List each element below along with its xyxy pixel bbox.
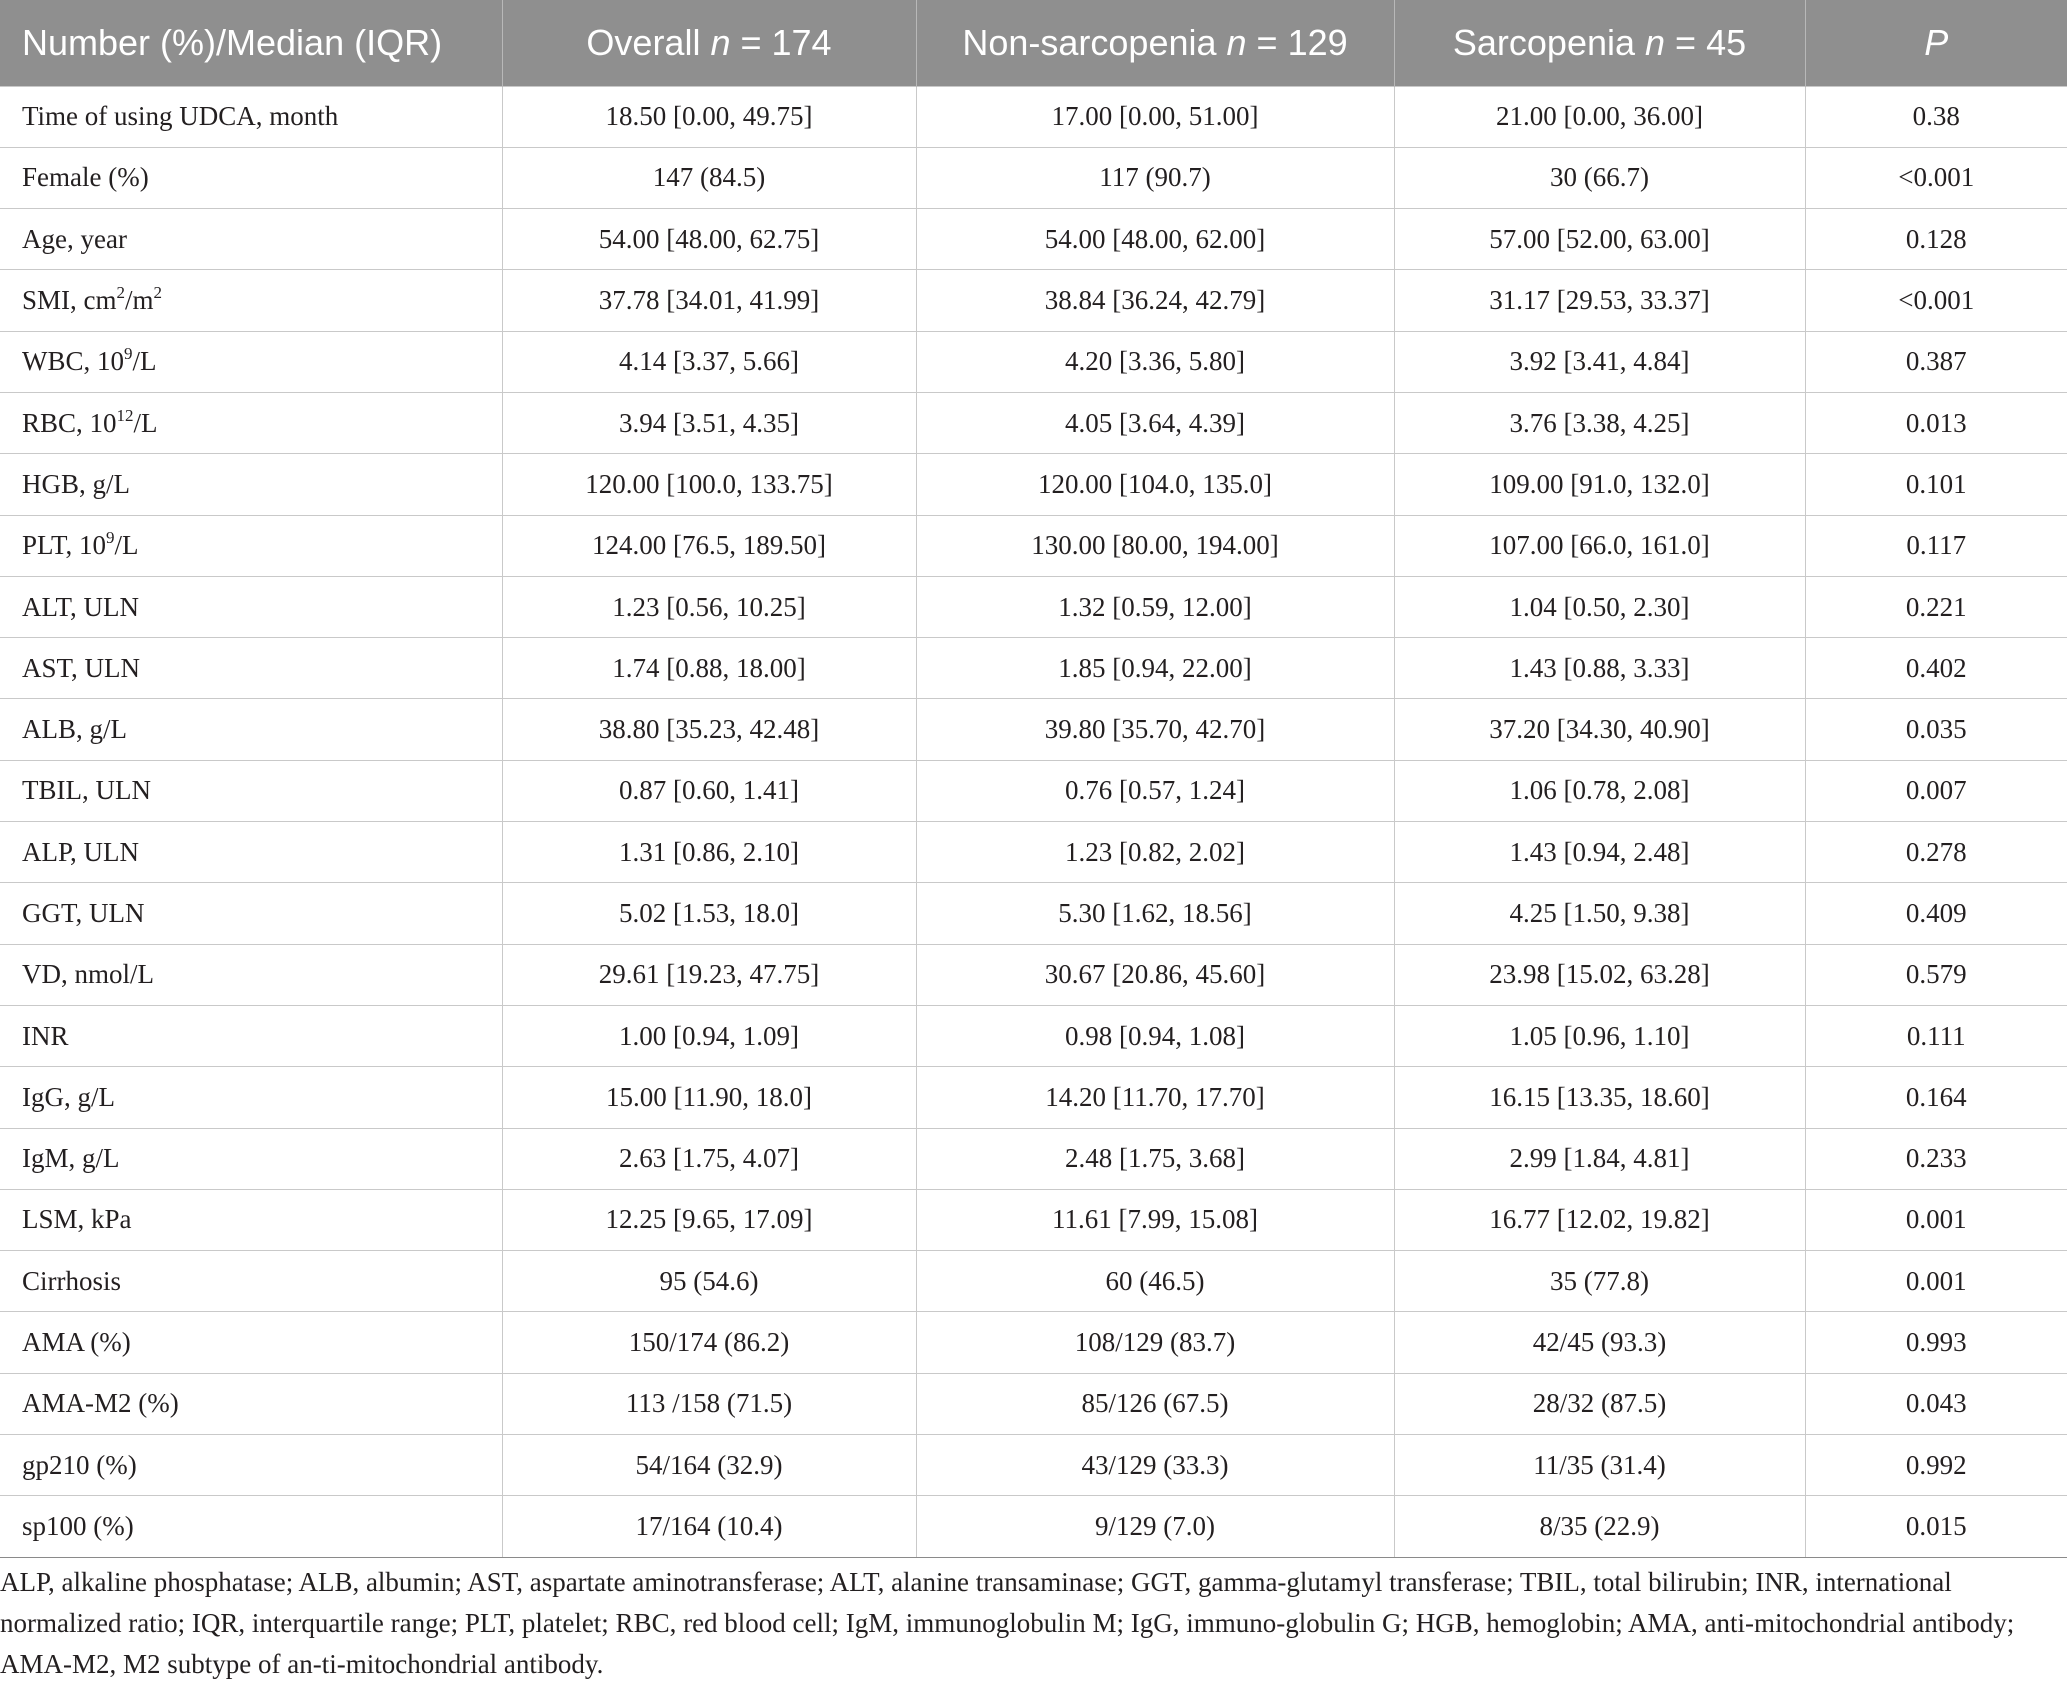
row-label: gp210 (%) — [0, 1435, 502, 1496]
p-value: 0.38 — [1805, 86, 2067, 147]
non-sarcopenia-value: 117 (90.7) — [916, 147, 1394, 208]
overall-value: 17/164 (10.4) — [502, 1496, 916, 1557]
table-row — [0, 392, 2067, 453]
overall-value: 4.14 [3.37, 5.66] — [502, 331, 916, 392]
row-label: VD, nmol/L — [0, 944, 502, 1005]
non-sarcopenia-value: 108/129 (83.7) — [916, 1312, 1394, 1373]
header-non-sarcopenia: Non-sarcopenia n = 129 — [916, 0, 1394, 86]
overall-value: 0.87 [0.60, 1.41] — [502, 760, 916, 821]
p-value: 0.128 — [1805, 209, 2067, 270]
overall-value: 1.31 [0.86, 2.10] — [502, 822, 916, 883]
overall-value: 2.63 [1.75, 4.07] — [502, 1128, 916, 1189]
table-row — [0, 1067, 2067, 1128]
overall-value: 38.80 [35.23, 42.48] — [502, 699, 916, 760]
overall-value: 15.00 [11.90, 18.0] — [502, 1067, 916, 1128]
table-row — [0, 515, 2067, 576]
table-row — [0, 760, 2067, 821]
row-label: WBC, $10^9/L$ — [0, 331, 502, 392]
non-sarcopenia-value: 120.00 [104.0, 135.0] — [916, 454, 1394, 515]
non-sarcopenia-value: 43/129 (33.3) — [916, 1435, 1394, 1496]
non-sarcopenia-value: 85/126 (67.5) — [916, 1373, 1394, 1434]
overall-value: 1.23 [0.56, 10.25] — [502, 576, 916, 637]
overall-value: 124.00 [76.5, 189.50] — [502, 515, 916, 576]
overall-value: 113 /158 (71.5) — [502, 1373, 916, 1434]
row-label: ALT, ULN — [0, 576, 502, 637]
non-sarcopenia-value: 130.00 [80.00, 194.00] — [916, 515, 1394, 576]
p-value: 0.409 — [1805, 883, 2067, 944]
p-value: 0.035 — [1805, 699, 2067, 760]
overall-value: 54/164 (32.9) — [502, 1435, 916, 1496]
sarcopenia-value: 1.04 [0.50, 2.30] — [1394, 576, 1805, 637]
table-row — [0, 1251, 2067, 1312]
row-label: SMI, $cm^2/m^2$ — [0, 270, 502, 331]
overall-value: 95 (54.6) — [502, 1251, 916, 1312]
non-sarcopenia-value: 54.00 [48.00, 62.00] — [916, 209, 1394, 270]
sarcopenia-value: 11/35 (31.4) — [1394, 1435, 1805, 1496]
p-value: 0.579 — [1805, 944, 2067, 1005]
p-value: 0.007 — [1805, 760, 2067, 821]
overall-value: 1.00 [0.94, 1.09] — [502, 1005, 916, 1066]
sarcopenia-value: 1.06 [0.78, 2.08] — [1394, 760, 1805, 821]
row-label: LSM, kPa — [0, 1189, 502, 1250]
table-row — [0, 1435, 2067, 1496]
overall-value: 5.02 [1.53, 18.0] — [502, 883, 916, 944]
p-value: 0.992 — [1805, 1435, 2067, 1496]
table-row — [0, 944, 2067, 1005]
sarcopenia-value: 42/45 (93.3) — [1394, 1312, 1805, 1373]
table-row — [0, 270, 2067, 331]
table-body — [0, 86, 2067, 1557]
table-footnote: ALP, alkaline phosphatase; ALB, albumin; AST, aspartate aminotransferase; ALT, alanine transaminase; GGT, gamma-glutamyl transferase; TBIL, total bilirubin; INR, international normalized ratio; IQR, interquartile range; PLT, platelet; RBC, red blood cell; IgM, immunoglobulin M; IgG, immuno-globulin G; HGB, hemoglobin; AMA, anti-mitochondrial antibody; AMA-M2, M2 subtype of an-ti-mitochondrial antibody. — [0, 1567, 2015, 1679]
table-row — [0, 331, 2067, 392]
non-sarcopenia-value: 4.05 [3.64, 4.39] — [916, 392, 1394, 453]
sarcopenia-value: 1.43 [0.88, 3.33] — [1394, 638, 1805, 699]
header-row — [0, 0, 2067, 86]
header-p-value: P — [1805, 0, 2067, 86]
non-sarcopenia-value: 1.32 [0.59, 12.00] — [916, 576, 1394, 637]
p-value: 0.001 — [1805, 1251, 2067, 1312]
sarcopenia-value: 109.00 [91.0, 132.0] — [1394, 454, 1805, 515]
row-label: HGB, g/L — [0, 454, 502, 515]
p-value: 0.278 — [1805, 822, 2067, 883]
overall-value: 29.61 [19.23, 47.75] — [502, 944, 916, 1005]
row-label: ALP, ULN — [0, 822, 502, 883]
overall-value: 18.50 [0.00, 49.75] — [502, 86, 916, 147]
sarcopenia-value: 37.20 [34.30, 40.90] — [1394, 699, 1805, 760]
row-label: Time of using UDCA, month — [0, 86, 502, 147]
sarcopenia-value: 1.05 [0.96, 1.10] — [1394, 1005, 1805, 1066]
p-value: 0.101 — [1805, 454, 2067, 515]
non-sarcopenia-value: 2.48 [1.75, 3.68] — [916, 1128, 1394, 1189]
sarcopenia-value: 107.00 [66.0, 161.0] — [1394, 515, 1805, 576]
row-label: sp100 (%) — [0, 1496, 502, 1557]
non-sarcopenia-value: 38.84 [36.24, 42.79] — [916, 270, 1394, 331]
row-label: Female (%) — [0, 147, 502, 208]
non-sarcopenia-value: 1.85 [0.94, 22.00] — [916, 638, 1394, 699]
overall-value: 54.00 [48.00, 62.75] — [502, 209, 916, 270]
table-row — [0, 822, 2067, 883]
p-value: <0.001 — [1805, 147, 2067, 208]
table-header — [0, 0, 2067, 86]
sarcopenia-value: 2.99 [1.84, 4.81] — [1394, 1128, 1805, 1189]
table-row — [0, 1496, 2067, 1557]
table-row — [0, 86, 2067, 147]
sarcopenia-value: 21.00 [0.00, 36.00] — [1394, 86, 1805, 147]
overall-value: 1.74 [0.88, 18.00] — [502, 638, 916, 699]
row-label: Cirrhosis — [0, 1251, 502, 1312]
p-value: 0.043 — [1805, 1373, 2067, 1434]
row-label: AMA-M2 (%) — [0, 1373, 502, 1434]
sarcopenia-value: 31.17 [29.53, 33.37] — [1394, 270, 1805, 331]
p-value: 0.164 — [1805, 1067, 2067, 1128]
overall-value: 120.00 [100.0, 133.75] — [502, 454, 916, 515]
non-sarcopenia-value: 0.76 [0.57, 1.24] — [916, 760, 1394, 821]
non-sarcopenia-value: 9/129 (7.0) — [916, 1496, 1394, 1557]
sarcopenia-value: 35 (77.8) — [1394, 1251, 1805, 1312]
row-label: PLT, $10^9/L$ — [0, 515, 502, 576]
table-row — [0, 209, 2067, 270]
sarcopenia-value: 30 (66.7) — [1394, 147, 1805, 208]
overall-value: 3.94 [3.51, 4.35] — [502, 392, 916, 453]
table-row — [0, 576, 2067, 637]
sarcopenia-value: 8/35 (22.9) — [1394, 1496, 1805, 1557]
overall-value: 150/174 (86.2) — [502, 1312, 916, 1373]
non-sarcopenia-value: 30.67 [20.86, 45.60] — [916, 944, 1394, 1005]
header-overall: Overall n = 174 — [502, 0, 916, 86]
row-label: ALB, g/L — [0, 699, 502, 760]
sarcopenia-value: 16.15 [13.35, 18.60] — [1394, 1067, 1805, 1128]
row-label: IgG, g/L — [0, 1067, 502, 1128]
row-label: INR — [0, 1005, 502, 1066]
header-sarcopenia: Sarcopenia n = 45 — [1394, 0, 1805, 86]
p-value: 0.402 — [1805, 638, 2067, 699]
table-row — [0, 638, 2067, 699]
row-label: TBIL, ULN — [0, 760, 502, 821]
non-sarcopenia-value: 17.00 [0.00, 51.00] — [916, 86, 1394, 147]
p-value: <0.001 — [1805, 270, 2067, 331]
row-label: Age, year — [0, 209, 502, 270]
sarcopenia-value: 1.43 [0.94, 2.48] — [1394, 822, 1805, 883]
p-value: 0.013 — [1805, 392, 2067, 453]
overall-value: 37.78 [34.01, 41.99] — [502, 270, 916, 331]
non-sarcopenia-value: 60 (46.5) — [916, 1251, 1394, 1312]
row-label: AST, ULN — [0, 638, 502, 699]
table-row — [0, 1005, 2067, 1066]
p-value: 0.993 — [1805, 1312, 2067, 1373]
row-label: IgM, g/L — [0, 1128, 502, 1189]
non-sarcopenia-value: 39.80 [35.70, 42.70] — [916, 699, 1394, 760]
non-sarcopenia-value: 1.23 [0.82, 2.02] — [916, 822, 1394, 883]
table-row — [0, 454, 2067, 515]
overall-value: 12.25 [9.65, 17.09] — [502, 1189, 916, 1250]
row-label: AMA (%) — [0, 1312, 502, 1373]
p-value: 0.001 — [1805, 1189, 2067, 1250]
table-row — [0, 1312, 2067, 1373]
sarcopenia-value: 3.76 [3.38, 4.25] — [1394, 392, 1805, 453]
header-variable: Number (%)/Median (IQR) — [22, 21, 443, 63]
table-row — [0, 1128, 2067, 1189]
sarcopenia-value: 16.77 [12.02, 19.82] — [1394, 1189, 1805, 1250]
table-row — [0, 699, 2067, 760]
table-row — [0, 883, 2067, 944]
overall-value: 147 (84.5) — [502, 147, 916, 208]
sarcopenia-value: 3.92 [3.41, 4.84] — [1394, 331, 1805, 392]
p-value: 0.117 — [1805, 515, 2067, 576]
row-label: RBC, $10^{12}/L$ — [0, 392, 502, 453]
non-sarcopenia-value: 4.20 [3.36, 5.80] — [916, 331, 1394, 392]
p-value: 0.233 — [1805, 1128, 2067, 1189]
p-value: 0.387 — [1805, 331, 2067, 392]
non-sarcopenia-value: 14.20 [11.70, 17.70] — [916, 1067, 1394, 1128]
sarcopenia-value: 57.00 [52.00, 63.00] — [1394, 209, 1805, 270]
p-value: 0.015 — [1805, 1496, 2067, 1557]
non-sarcopenia-value: 0.98 [0.94, 1.08] — [916, 1005, 1394, 1066]
p-value: 0.221 — [1805, 576, 2067, 637]
row-label: GGT, ULN — [0, 883, 502, 944]
non-sarcopenia-value: 11.61 [7.99, 15.08] — [916, 1189, 1394, 1250]
p-value: 0.111 — [1805, 1005, 2067, 1066]
sarcopenia-value: 23.98 [15.02, 63.28] — [1394, 944, 1805, 1005]
non-sarcopenia-value: 5.30 [1.62, 18.56] — [916, 883, 1394, 944]
sarcopenia-value: 4.25 [1.50, 9.38] — [1394, 883, 1805, 944]
table-row — [0, 1373, 2067, 1434]
sarcopenia-value: 28/32 (87.5) — [1394, 1373, 1805, 1434]
table-row — [0, 1189, 2067, 1250]
table-row — [0, 147, 2067, 208]
